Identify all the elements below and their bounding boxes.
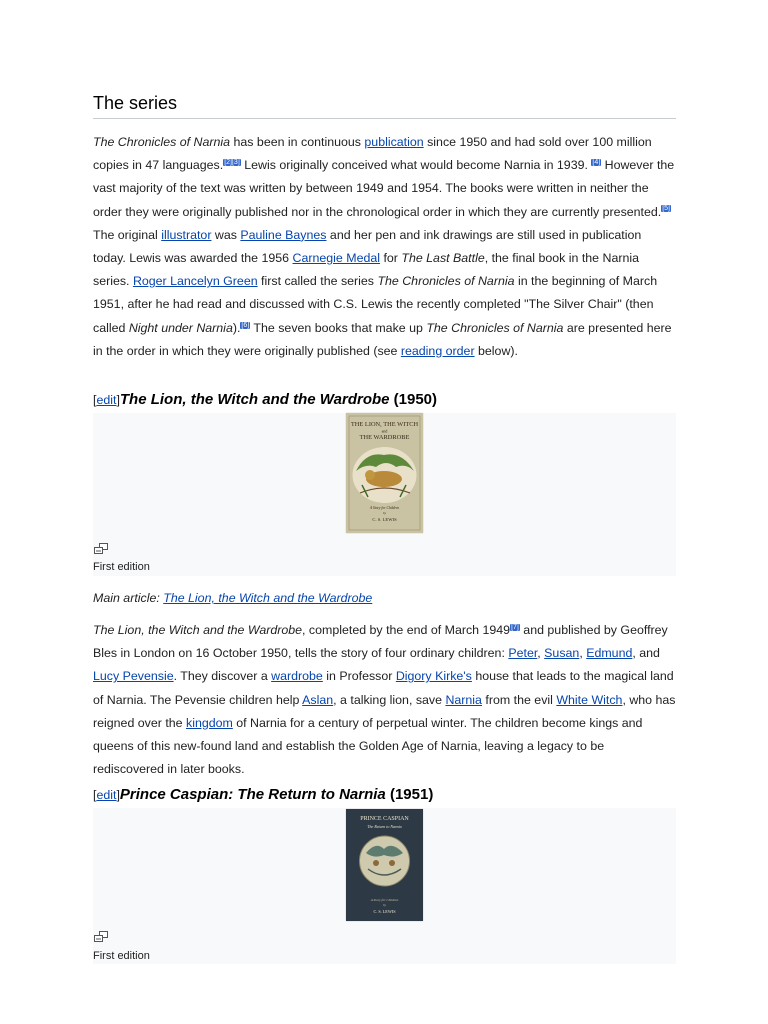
- link-kingdom[interactable]: kingdom: [186, 715, 233, 730]
- link-digory-kirke[interactable]: Digory Kirke's: [395, 669, 472, 684]
- svg-text:The Return to Narnia: The Return to Narnia: [367, 824, 402, 829]
- link-roger-lancelyn-green[interactable]: Roger Lancelyn Green: [132, 274, 258, 289]
- book1-cover-title: THE LION, THE WITCH: [350, 421, 419, 428]
- link-lucy-pevensie[interactable]: Lucy Pevensie: [93, 669, 174, 684]
- book2-thumbnail: [93, 808, 676, 964]
- link-reading-order[interactable]: reading order: [400, 343, 475, 358]
- book1-title: The Lion, the Witch and the Wardrobe: [119, 391, 390, 408]
- book2-title: Prince Caspian: The Return to Narnia: [119, 786, 386, 803]
- svg-text:C. S. LEWIS: C. S. LEWIS: [373, 909, 396, 914]
- book1-main-article-note: Main article: The Lion, the Witch and the Wardrobe: [93, 591, 373, 605]
- book1-heading: [93, 390, 676, 410]
- svg-text:by: by: [383, 903, 386, 907]
- link-edmund[interactable]: Edmund: [586, 646, 633, 661]
- book1-summary-paragraph: The Lion, the Witch and the Wardrobe, completed by the end of March 1949[7] and published by Geoffrey Bles in London on 16 October 1950, tells the story of four ordinary children: Peter, Susan, Edmund, and Lucy Pevensie. They discover a wardrobe in Professor Digory Kirke's house that leads to the magical land of Narnia. The Pevensie children help Aslan, a talking lion, save Narnia from the evil White Witch, who has reigned over the kingdom of Narnia for a century of perpetual winter. The children become kings and queens of this new-found land and establish the Golden Age of Narnia, leaving a legacy to be rediscovered in later books.: [93, 623, 676, 777]
- book2-cover-image[interactable]: [346, 809, 423, 921]
- edit-link[interactable]: edit: [96, 393, 117, 407]
- link-publication[interactable]: publication: [364, 135, 424, 149]
- book2-heading: [93, 785, 676, 805]
- section-heading-the-series: The series: [93, 92, 676, 119]
- svg-text:C. S. LEWIS: C. S. LEWIS: [372, 517, 397, 522]
- svg-text:and: and: [381, 428, 388, 434]
- link-aslan[interactable]: Aslan: [302, 692, 334, 707]
- edit-section-link: [edit]: [93, 788, 120, 802]
- book1-caption: First edition: [93, 561, 150, 573]
- series-intro-paragraph: The Chronicles of Narnia has been in continuous publication since 1950 and had sold over 100 million copies in 47 languages.[2][3] Lewis originally conceived what would become Narnia in 1939. [4] However the vast majority of the text was written by between 1949 and 1954. The books were written in neither the order they were originally published nor in the chronological order in which they are currently presented.[5] The original illustrator was Pauline Baynes and her pen and ink drawings are still used in publication today. Lewis was awarded the 1956 Carnegie Medal for The Last Battle, the final book in the Narnia series. Roger Lancelyn Green first called the series The Chronicles of Narnia in the beginning of March 1951, after he had read and discussed with C.S. Lewis the recently completed "The Silver Chair" (then called Night under Narnia).[6] The seven books that make up The Chronicles of Narnia are presented here in the order in which they were originally published (see reading order below).: [93, 135, 675, 358]
- book2-year: (1951): [385, 786, 434, 803]
- ref-badge[interactable]: [7]: [511, 623, 519, 631]
- link-main-article-lion-witch-wardrobe[interactable]: The Lion, the Witch and the Wardrobe: [163, 591, 373, 605]
- link-wardrobe[interactable]: wardrobe: [271, 669, 323, 684]
- svg-text:A Story for Children: A Story for Children: [370, 898, 399, 902]
- book2-caption: First edition: [93, 950, 150, 962]
- link-carnegie-medal[interactable]: Carnegie Medal: [292, 251, 381, 266]
- book1-thumbnail: [93, 413, 676, 576]
- series-name-text: The Chronicles of Narnia: [93, 135, 231, 149]
- magnify-clip-icon[interactable]: [94, 543, 108, 554]
- ref-badge[interactable]: [4]: [592, 159, 601, 167]
- ref-badge[interactable]: [6]: [241, 321, 250, 329]
- svg-text:THE WARDROBE: THE WARDROBE: [359, 434, 410, 441]
- book1-year: (1950): [389, 391, 438, 408]
- edit-link[interactable]: edit: [96, 788, 117, 802]
- svg-text:by: by: [382, 511, 387, 515]
- edit-section-link: [edit]: [93, 393, 120, 407]
- link-illustrator[interactable]: illustrator: [161, 227, 212, 242]
- ref-badge[interactable]: [5]: [662, 205, 671, 213]
- link-susan[interactable]: Susan: [544, 646, 580, 661]
- book1-cover-image[interactable]: [346, 413, 423, 533]
- svg-text:A Story for Children: A Story for Children: [369, 506, 400, 510]
- link-narnia[interactable]: Narnia: [445, 692, 482, 707]
- link-pauline-baynes[interactable]: Pauline Baynes: [240, 227, 327, 242]
- book2-cover-title: PRINCE CASPIAN: [360, 816, 409, 822]
- link-white-witch[interactable]: White Witch: [556, 692, 623, 707]
- magnify-clip-icon[interactable]: [94, 931, 108, 942]
- ref-badge[interactable]: [2][3]: [224, 159, 240, 167]
- link-peter[interactable]: Peter: [508, 646, 538, 661]
